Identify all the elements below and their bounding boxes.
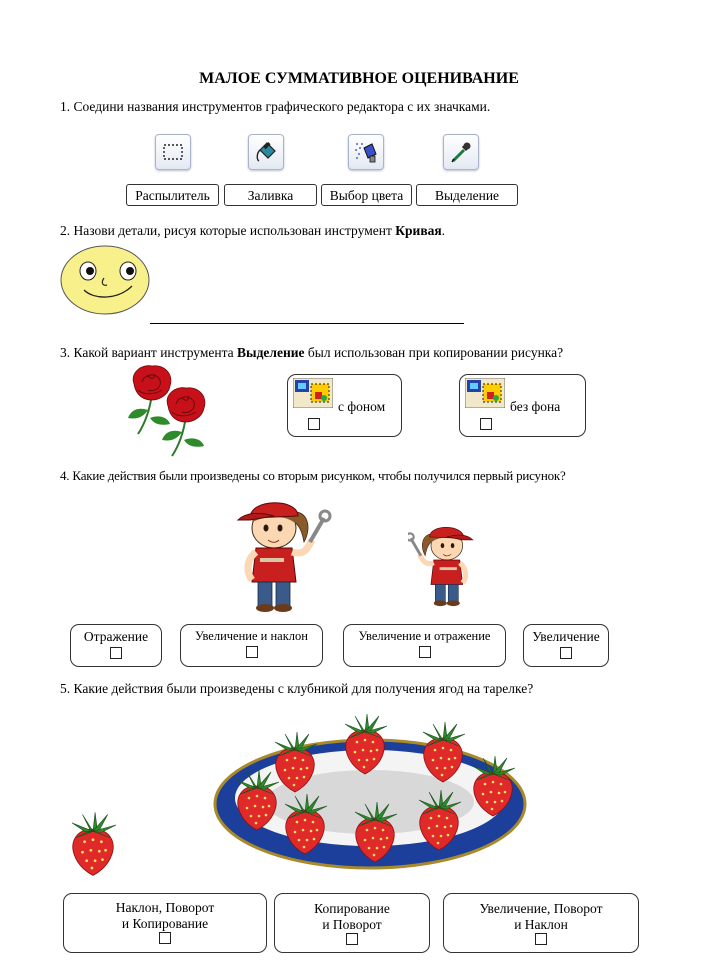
option-zoom[interactable] [523,624,609,667]
option-without-background[interactable] [459,374,586,437]
selection-with-bg-icon [293,378,333,408]
option-copy-rotate-label: Копирование и Поворот [314,901,390,932]
label-selection[interactable]: Выделение [416,184,518,206]
option-zoom-reflection-label: Увеличение и отражение [358,629,491,643]
airbrush-tool-icon [354,140,378,164]
checkbox[interactable] [480,418,492,430]
question-4-text: 4. Какие действия были произведены со вторым рисунком, чтобы получился первый рисунок? [60,468,566,483]
girl-small-image [408,520,478,612]
checkbox[interactable] [535,933,547,945]
checkbox[interactable] [159,932,171,944]
girl-large-image [228,494,338,614]
page-title: МАЛОЕ СУММАТИВНОЕ ОЦЕНИВАНИЕ [199,70,519,87]
question-1-text: 1. Соедини названия инструментов графического редактора с их значками. [60,99,491,114]
option-with-background-label: с фоном [338,399,386,414]
label-sprayer[interactable]: Распылитель [126,184,219,206]
checkbox[interactable] [560,647,572,659]
option-copy-rotate[interactable] [274,893,430,953]
option-zoom-rotate-tilt-label: Увеличение, Поворот и Наклон [479,901,603,932]
single-strawberry-image [60,808,126,880]
option-reflection-label: Отражение [83,629,149,644]
checkbox[interactable] [419,646,431,658]
checkbox[interactable] [246,646,258,658]
option-reflection[interactable] [70,624,162,667]
option-zoom-tilt[interactable] [180,624,323,667]
option-zoom-label: Увеличение [532,629,600,644]
label-color-pick[interactable]: Выбор цвета [321,184,412,206]
tool-airbrush[interactable] [348,134,384,170]
tool-color-picker[interactable] [443,134,479,170]
selection-without-bg-icon [465,378,505,408]
fill-tool-icon [254,140,278,164]
answer-line[interactable] [150,323,464,324]
tool-fill[interactable] [248,134,284,170]
roses-image [124,364,216,458]
option-zoom-rotate-tilt[interactable] [443,893,639,953]
sun-face-image [60,244,152,316]
strawberry-plate-image [205,706,535,876]
option-tilt-rotate-copy[interactable] [63,893,267,953]
checkbox[interactable] [308,418,320,430]
option-with-background[interactable] [287,374,402,437]
question-3-text: 3. Какой вариант инструмента Выделение был использован при копировании рисунка? [60,345,564,360]
checkbox[interactable] [346,933,358,945]
option-zoom-tilt-label: Увеличение и наклон [195,629,308,643]
label-fill[interactable]: Заливка [224,184,317,206]
option-without-background-label: без фона [510,399,561,414]
checkbox[interactable] [110,647,122,659]
option-tilt-rotate-copy-label: Наклон, Поворот и Копирование [115,900,215,931]
option-zoom-reflection[interactable] [343,624,506,667]
question-2-text: 2. Назови детали, рисуя которые использован инструмент Кривая. [60,223,446,238]
question-5-text: 5. Какие действия были произведены с клубникой для получения ягод на тарелке? [60,681,534,696]
selection-tool-icon [161,140,185,164]
tool-selection[interactable] [155,134,191,170]
color-picker-tool-icon [449,140,473,164]
